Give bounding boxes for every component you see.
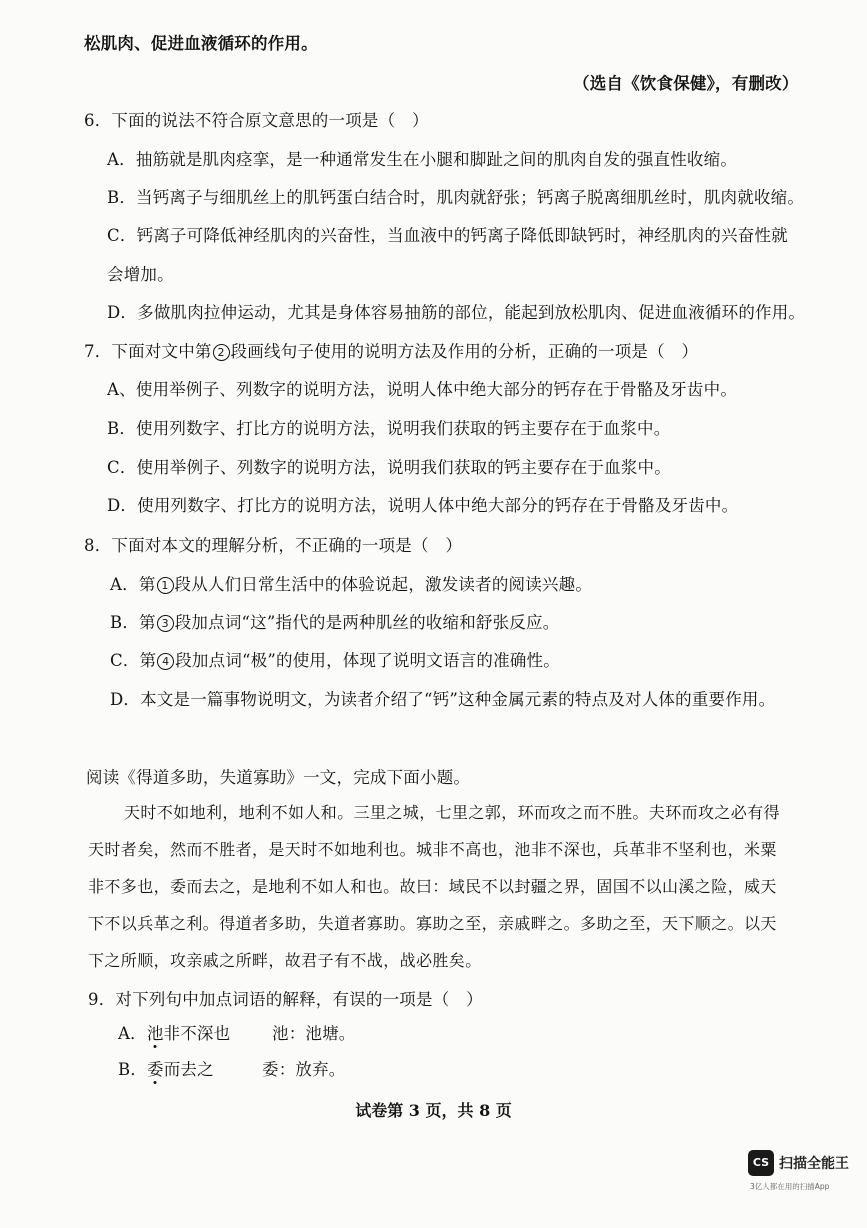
q8-c-text: 段加点词“极”的使用，体现了说明文语言的准确性。 [175, 651, 560, 670]
watermark-tagline: 3亿人都在用的扫描App [750, 1182, 830, 1191]
q6-option-b: B．当钙离子与细肌丝上的肌钙蛋白结合时，肌肉就舒张；钙离子脱离细肌丝时，肌肉就收缩。 [107, 188, 805, 207]
q6-option-d: D．多做肌肉拉伸运动，尤其是身体容易抽筋的部位，能起到放松肌肉、促进血液循环的作用。 [107, 303, 806, 322]
reading2-line-3: 非不多也，委而去之，是地利不如人和也。故曰：域民不以封疆之界，固国不以山溪之险，威天 [88, 877, 777, 896]
q7-option-d: D．使用列数字、打比方的说明方法，说明人体中绝大部分的钙存在于骨骼及牙齿中。 [107, 496, 739, 515]
q7-option-a: A、使用举例子、列数字的说明方法，说明人体中绝大部分的钙存在于骨骼及牙齿中。 [107, 380, 738, 399]
q8-c-label: C．第 [110, 651, 157, 670]
q9-a-rest: 非不深也 [163, 1024, 231, 1043]
q9-stem: 9．对下列句中加点词语的解释，有误的一项是（ ） [88, 990, 483, 1009]
q8-option-d: D．本文是一篇事物说明文，为读者介绍了“钙”这种金属元素的特点及对人体的重要作用。 [110, 690, 776, 709]
q7-stem [84, 338, 698, 362]
q8-option-a [110, 571, 592, 595]
q9-a-label: A． [118, 1024, 147, 1043]
q8-option-c [110, 647, 560, 671]
watermark-app-name: 扫描全能王 [779, 1156, 849, 1172]
paragraph-number-circle: 4 [157, 653, 174, 670]
scanner-watermark [748, 1150, 866, 1210]
q8-b-label: B．第 [110, 613, 156, 632]
q7-option-b: B．使用列数字、打比方的说明方法，说明我们获取的钙主要存在于血浆中。 [107, 419, 671, 438]
q9-a-dotted-word: 池 [146, 1024, 164, 1043]
source-citation: （选自《饮食保健》，有删改） [573, 74, 799, 93]
q6-option-c-cont: 会增加。 [107, 265, 174, 284]
reading2-line-2: 天时者矣，然而不胜者，是天时不如地利也。城非不高也，池非不深也，兵革非不坚利也，米粟 [88, 840, 777, 859]
q6-option-c: C．钙离子可降低神经肌肉的兴奋性，当血液中的钙离子降低即缺钙时，神经肌肉的兴奋性就 [107, 226, 788, 245]
reading2-line-1: 天时不如地利，地利不如人和。三里之城，七里之郭，环而攻之而不胜。夫环而攻之必有得 [124, 803, 781, 822]
paragraph-number-circle: 1 [157, 577, 174, 594]
reading2-intro: 阅读《得道多助，失道寡助》一文，完成下面小题。 [86, 768, 471, 787]
passage-tail: 松肌肉、促进血液循环的作用。 [84, 34, 318, 53]
q8-a-text: 段从人们日常生活中的体验说起，激发读者的阅读兴趣。 [174, 575, 593, 594]
page-footer: 试卷第 3 页，共 8 页 [355, 1101, 512, 1120]
q7-option-c: C．使用举例子、列数字的说明方法，说明我们获取的钙主要存在于血浆中。 [107, 458, 671, 477]
q8-a-label: A．第 [110, 575, 156, 594]
q9-option-b [118, 1056, 214, 1080]
q9-b-explanation: 委：放弃。 [262, 1060, 346, 1079]
q8-stem: 8．下面对本文的理解分析，不正确的一项是（ ） [84, 536, 463, 555]
paragraph-number-circle: 2 [213, 344, 230, 361]
q9-b-dotted-word: 委 [147, 1060, 164, 1079]
q7-stem-part2: 段画线句子使用的说明方法及作用的分析，正确的一项是（ ） [230, 342, 699, 361]
q6-option-a: A．抽筋就是肌肉痉挛，是一种通常发生在小腿和脚趾之间的肌肉自发的强直性收缩。 [107, 150, 738, 169]
paragraph-number-circle: 3 [157, 615, 174, 632]
q8-b-text: 段加点词“这”指代的是两种肌丝的收缩和舒张反应。 [174, 613, 560, 632]
q9-a-explanation: 池：池塘。 [272, 1024, 356, 1043]
reading2-line-5: 下之所顺，攻亲戚之所畔，故君子有不战，战必胜矣。 [88, 951, 482, 970]
reading2-line-4: 下不以兵革之利。得道者多助，失道者寡助。寡助之至，亲戚畔之。多助之至，天下顺之。以天 [88, 914, 777, 933]
q9-b-label: B． [118, 1060, 148, 1079]
camscanner-logo-icon: CS [748, 1150, 774, 1176]
q9-b-rest: 而去之 [163, 1060, 214, 1079]
q7-stem-part1: 7．下面对文中第 [84, 342, 212, 361]
q6-stem: 6．下面的说法不符合原文意思的一项是（ ） [84, 111, 429, 130]
q8-option-b [110, 609, 559, 633]
q9-option-a [118, 1020, 230, 1044]
